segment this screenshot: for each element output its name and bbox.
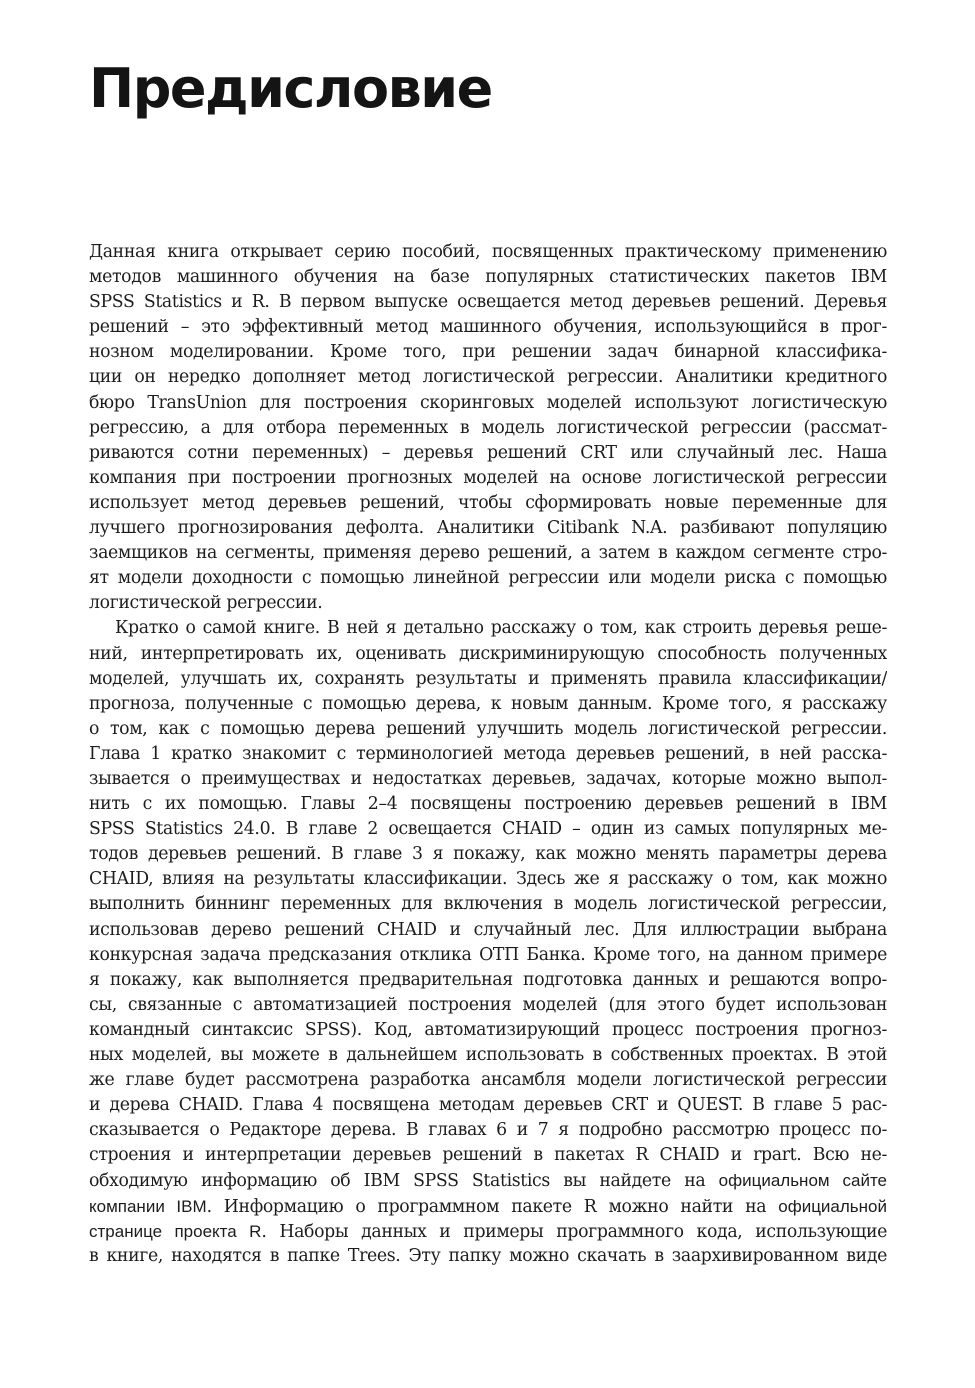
text-line-with-link bbox=[89, 1219, 887, 1244]
text-line: сказывается о Редакторе дерева. В главах 6 и 7 я подробно рассмотрю процесс по- bbox=[89, 1120, 887, 1141]
text-line: бюро TransUnion для построения скоринговых моделей используют логистическую bbox=[89, 392, 887, 413]
text-line: командный синтаксис SPSS). Код, автоматизирующий процесс построения прогноз- bbox=[89, 1019, 887, 1040]
text-line: использует метод деревьев решений, чтобы сформировать новые переменные для bbox=[89, 492, 887, 513]
text-line: ных моделей, вы можете в дальнейшем использовать в собственных проектах. В этой bbox=[89, 1045, 887, 1065]
text-line: лучшего прогнозирования дефолта. Аналитики Citibank N.A. разбивают популяцию bbox=[89, 518, 887, 539]
text-line: компания при построении прогнозных моделей на основе логистической регрессии bbox=[89, 467, 887, 488]
text-line: моделей, улучшать их, сохранять результаты и применять правила классификации/ bbox=[89, 668, 887, 689]
text-line: риваются сотни переменных) – деревья решений CRT или случайный лес. Наша bbox=[89, 442, 887, 463]
text-line: логистической регрессии. bbox=[89, 593, 323, 614]
text-line: ний, интерпретировать их, оценивать дискриминирующую способность полученных bbox=[89, 643, 887, 664]
text-line: SPSS Statistics и R. В первом выпуске освещается метод деревьев решений. Деревья bbox=[89, 292, 887, 313]
text-line: решений – это эффективный метод машинного обучения, использующийся в прог- bbox=[89, 317, 887, 338]
reference-link[interactable]: компании IBM bbox=[89, 1196, 207, 1216]
text-line: зывается о преимуществах и недостатках деревьев, задачах, которые можно выпол- bbox=[89, 768, 887, 789]
text-span: обходимую информацию об IBM SPSS Statistics вы найдете на bbox=[89, 1171, 719, 1192]
text-line: заемщиков на сегменты, применяя дерево решений, а затем в каждом сегменте стро- bbox=[89, 543, 887, 564]
text-line: строения и интерпретации деревьев решений в пакетах R CHAID и rpart. Всю не- bbox=[89, 1145, 887, 1166]
text-line: тодов деревьев решений. В главе 3 я покажу, как можно менять параметры дерева bbox=[89, 844, 887, 865]
text-span: . Информацию о программном пакете R можно найти на bbox=[206, 1196, 779, 1217]
text-line: нить с их помощью. Главы 2–4 посвящены построению деревьев решений в IBM bbox=[89, 794, 887, 815]
text-line: и дерева CHAID. Глава 4 посвящена методам деревьев CRT и QUEST. В главе 5 рас- bbox=[89, 1095, 887, 1116]
reference-link[interactable]: официальном сайте bbox=[718, 1171, 887, 1191]
text-line: же главе будет рассмотрена разработка ансамбля модели логистической регрессии bbox=[89, 1070, 887, 1091]
paragraph-2 bbox=[89, 616, 887, 1268]
text-line: Глава 1 кратко знакомит с терминологией метода деревьев решений, в ней расска- bbox=[89, 743, 887, 764]
text-line: прогноза, полученные с помощью дерева, к новым данным. Кроме того, я расскажу bbox=[89, 693, 887, 714]
text-line-with-link bbox=[89, 1194, 887, 1219]
text-line: регрессию, а для отбора переменных в модель логистической регрессии (рассмат- bbox=[89, 417, 887, 438]
text-line: методов машинного обучения на базе популярных статистических пакетов IBM bbox=[89, 267, 887, 288]
reference-link[interactable]: странице проекта R bbox=[89, 1221, 262, 1241]
paragraph-1 bbox=[89, 240, 887, 616]
text-line: ции он нередко дополняет метод логистической регрессии. Аналитики кредитного bbox=[89, 367, 887, 388]
text-line: о том, как с помощью дерева решений улучшить модель логистической регрессии. bbox=[89, 718, 887, 739]
text-line: CHAID, влияя на результаты классификации. Здесь же я расскажу о том, как можно bbox=[89, 869, 887, 890]
text-line-with-link bbox=[89, 1168, 887, 1193]
text-line: ят модели доходности с помощью линейной регрессии или модели риска с помощью bbox=[89, 568, 887, 589]
text-span: . Наборы данных и примеры программного кода, использующие bbox=[261, 1221, 887, 1242]
reference-link[interactable]: официальной bbox=[778, 1196, 887, 1216]
text-line: я покажу, как выполняется предварительная подготовка данных и решаются вопро- bbox=[89, 969, 887, 990]
body-text bbox=[89, 240, 887, 1269]
text-line: использовав дерево решений CHAID и случайный лес. Для иллюстрации выбрана bbox=[89, 919, 887, 940]
page-title: Предисловие bbox=[89, 57, 492, 120]
text-line: SPSS Statistics 24.0. В главе 2 освещается CHAID – один из самых популярных ме- bbox=[89, 819, 887, 840]
text-line: нозном моделировании. Кроме того, при решении задач бинарной классифика- bbox=[89, 342, 887, 363]
text-line: выполнить биннинг переменных для включения в модель логистической регрессии, bbox=[89, 894, 887, 915]
text-line: Кратко о самой книге. В ней я детально расскажу о том, как строить деревья реше- bbox=[115, 618, 887, 639]
text-line: сы, связанные с автоматизацией построения моделей (для этого будет использован bbox=[89, 994, 887, 1015]
text-line: Данная книга открывает серию пособий, посвященных практическому применению bbox=[89, 242, 887, 262]
text-line: в книге, находятся в папке Trees. Эту папку можно скачать в заархивированном виде bbox=[89, 1245, 887, 1266]
text-line: конкурсная задача предсказания отклика ОТП Банка. Кроме того, на данном примере bbox=[89, 944, 887, 965]
